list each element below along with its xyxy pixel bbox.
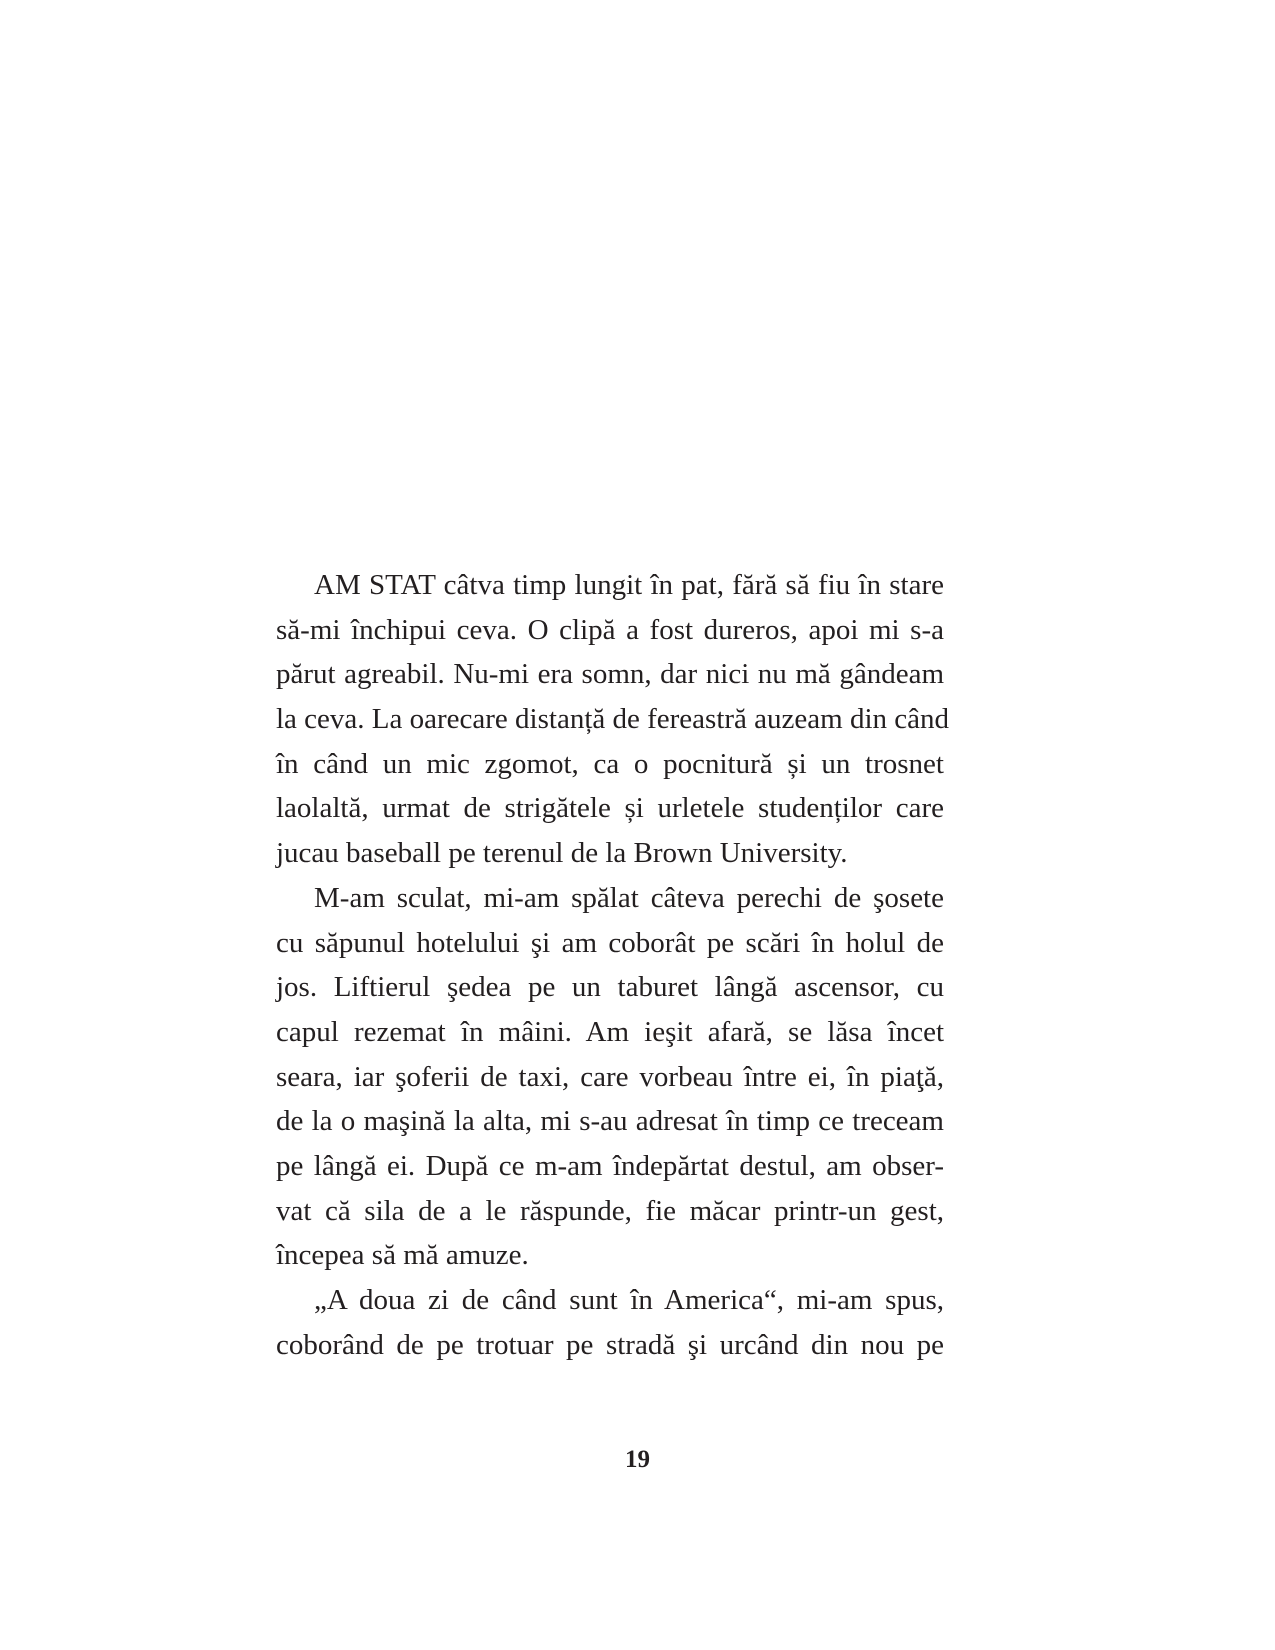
text-line: seara, iar şoferii de taxi, care vorbeau între ei, în piaţă, xyxy=(276,1060,944,1093)
text-line: laolaltă, urmat de strigătele și urletele studenților care xyxy=(276,792,944,825)
text-line: de la o maşină la alta, mi s-au adresat în timp ce treceam xyxy=(276,1105,944,1138)
page-number: 19 xyxy=(625,1446,650,1473)
paragraph xyxy=(276,876,944,1278)
text-line: părut agreabil. Nu-mi era somn, dar nici nu mă gândeam xyxy=(276,658,944,691)
text-line: vat că sila de a le răspunde, fie măcar printr-un gest, xyxy=(276,1194,944,1227)
text-line: să-mi închipui ceva. O clipă a fost dureros, apoi mi s-a xyxy=(276,613,944,646)
text-line: jos. Liftierul şedea pe un taburet lângă ascensor, cu xyxy=(276,971,944,1004)
paragraph xyxy=(276,1278,944,1367)
text-line: cu săpunul hotelului şi am coborât pe scări în holul de xyxy=(276,926,944,959)
text-line: începea să mă amuze. xyxy=(276,1239,529,1272)
text-line: la ceva. La oarecare distanță de fereastră auzeam din când xyxy=(276,703,950,736)
text-line: capul rezemat în mâini. Am ieşit afară, se lăsa încet xyxy=(276,1015,944,1048)
text-line: pe lângă ei. După ce m-am îndepărtat destul, am obser- xyxy=(276,1149,944,1182)
text-line: M-am sculat, mi-am spălat câteva perechi de şosete xyxy=(314,881,944,914)
text-line: coborând de pe trotuar pe stradă şi urcând din nou pe xyxy=(276,1328,944,1361)
text-line: jucau baseball pe terenul de la Brown University. xyxy=(276,837,848,870)
body-text xyxy=(276,563,950,1367)
paragraph xyxy=(276,563,950,876)
text-line: „A doua zi de când sunt în America“, mi-am spus, xyxy=(314,1284,944,1316)
text-line: în când un mic zgomot, ca o pocnitură și un trosnet xyxy=(276,747,944,780)
text-line: AM STAT câtva timp lungit în pat, fără să fiu în stare xyxy=(314,569,944,601)
